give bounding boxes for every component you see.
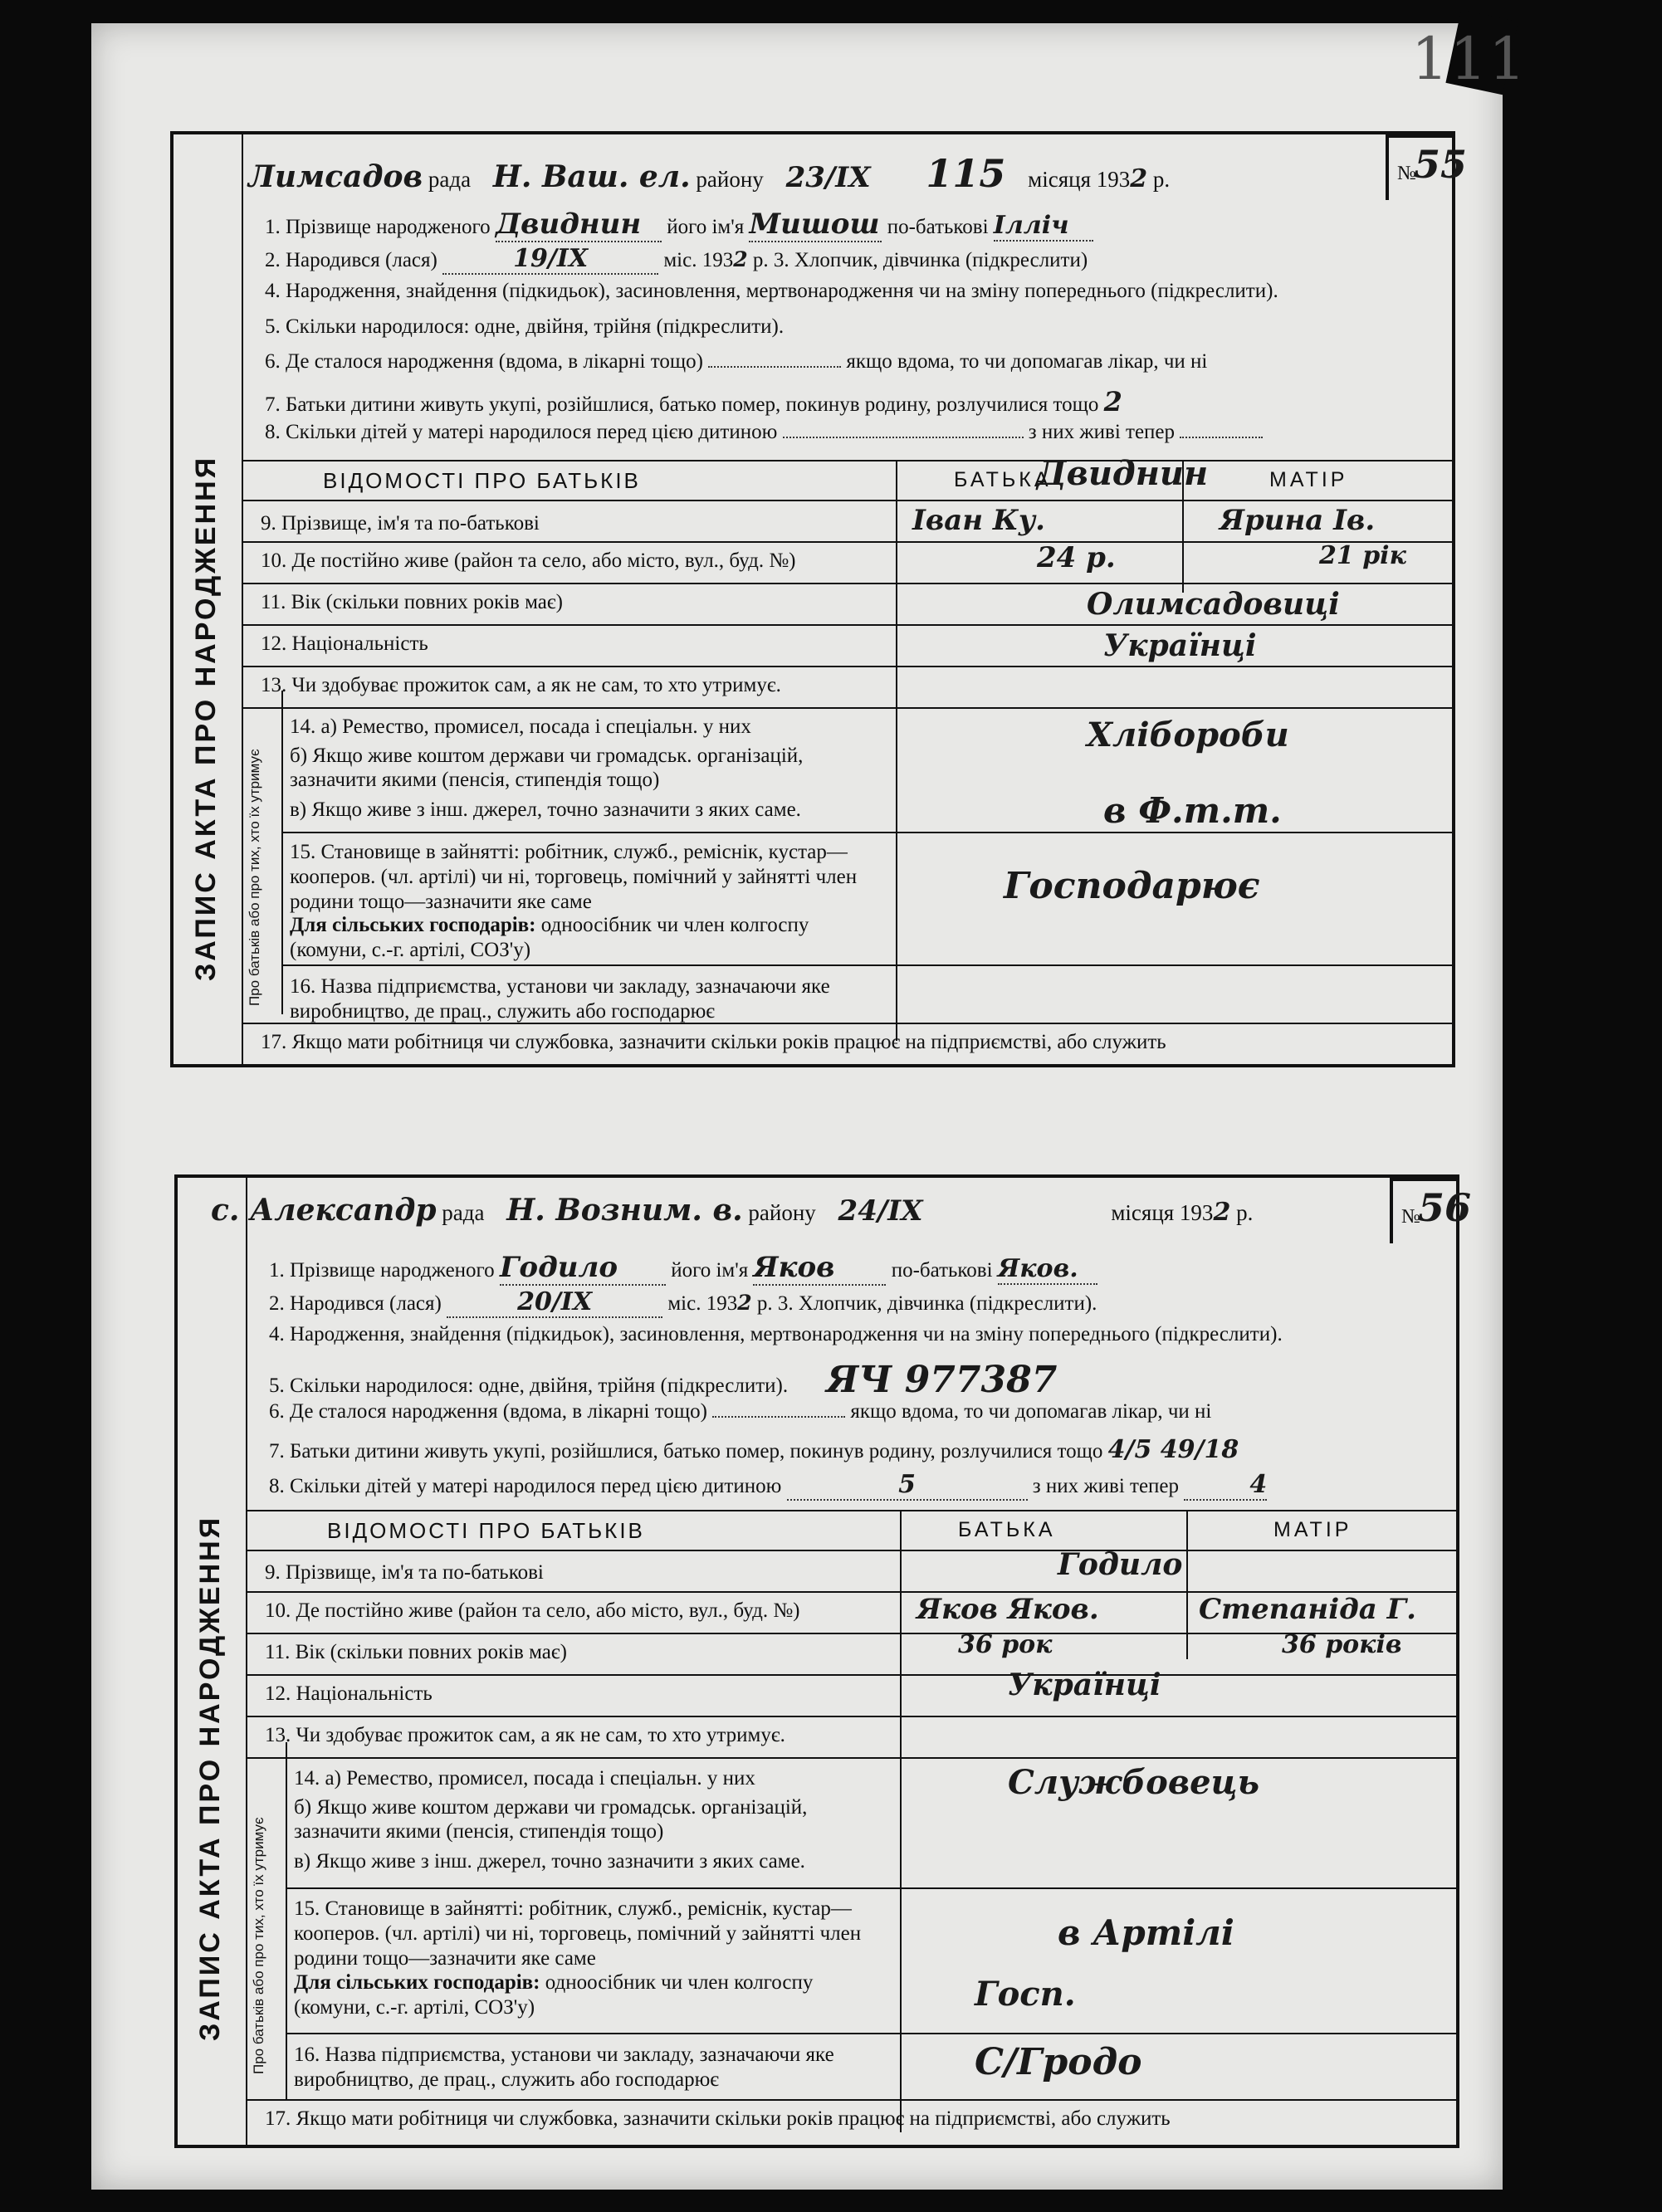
day-handwritten: 24/ІХ xyxy=(838,1194,923,1228)
parents-side-label: Про батьків або про тих, хто їх утримує xyxy=(247,749,262,1006)
parents-surname-handwritten: Двиднин xyxy=(1037,454,1209,493)
employment-handwritten: в Артілі xyxy=(1058,1912,1234,1953)
enterprise-handwritten: С/Гродо xyxy=(975,2041,1142,2083)
record-number-box: № 55 xyxy=(1386,134,1455,200)
year-handwritten: 2 xyxy=(1130,164,1148,193)
year-handwritten: 2 xyxy=(1213,1198,1231,1227)
prior-children-handwritten: 5 xyxy=(787,1470,1028,1501)
record-number-handwritten: 55 xyxy=(1414,142,1468,187)
record-side-label: ЗАПИС АКТА ПРО НАРОДЖЕННЯ xyxy=(194,1515,226,2041)
occupation-handwritten: Службовець xyxy=(1008,1763,1260,1802)
mother-age-handwritten: 36 років xyxy=(1282,1630,1402,1659)
month-label: місяця 193 xyxy=(1111,1200,1214,1225)
child-surname-handwritten: Годило xyxy=(500,1251,666,1286)
stamp-number-handwritten: 115 xyxy=(926,151,1006,196)
record-side-label: ЗАПИС АКТА ПРО НАРОДЖЕННЯ xyxy=(190,455,222,981)
mother-column-header: МАТІР xyxy=(1273,1518,1352,1541)
status-handwritten: 2 xyxy=(1103,386,1122,417)
record-number-handwritten: 56 xyxy=(1418,1185,1472,1230)
parents-side-label: Про батьків або про тих, хто їх утримує xyxy=(251,1817,266,2074)
registration-number-handwritten: ЯЧ 977387 xyxy=(826,1359,1058,1401)
father-name-handwritten: Яков Яков. xyxy=(917,1593,1099,1626)
parents-surname-handwritten: Годило xyxy=(1058,1547,1183,1582)
birth-date-handwritten: 20/ІХ xyxy=(447,1287,662,1318)
child-name-handwritten: Мишош xyxy=(749,208,882,242)
status-handwritten: 4/5 49/18 xyxy=(1107,1435,1239,1464)
birth-record-2: ЗАПИС АКТА ПРО НАРОДЖЕННЯ Про батьків або про тих, хто їх утримує с. Алексапдр рада Н. Возним. в. району 24/ІХ місяця 1932 р. № 56 1. Прізвище народженого Годило його ім'я Яков по-батькові Яков. 2. Народився (лася) 20/ІХ міс. 1932 р. 3. Хлопчик, дівчинка (підкреслити). 4. Народження, знайдення (підкидьок), засиновлення, мертвонародження чи на зміну попереднього (підкреслити). 5. Скільки народилося: одне, двійня, трійня (підкреслити). ЯЧ 977387 6. Де сталося народження (вдома, в лікарні тощо) якщо вдома, то чи допомагав лікар, чи ні 7. Батьки дитини живуть укупі, розійшлися, батько помер, покинув родину, розлучилися тощо 4/5 49/18 8. Скільки дітей у матері народилося перед цією дитиною 5 з них живі тепер 4 ВІДОМОСТІ ПРО БАТЬКІВ БАТЬКА МАТІР 9. Прізвище, ім'я та по-батькові Годило 10. Де постійно живе (район та село, або місто, вул., буд. №) Яков Яков. Степаніда Г. 11. Вік (скільки повних років має) 36 рок 36 років 12. Національність Українці 13. Чи здобуває прожиток сам, а як не сам, то хто утримує. 14. а) Ремество, промисел, посада і спеціальн. у них б) Якщо живе коштом держави чи громадськ. організацій, зазначити якими (пенсія, стипендія тощо) в) Якщо живе з інш. джерел, точно зазначити з яких саме. Службовець 15. Становище в зайнятті: робітник, служб., реміснік, кустар—кооперов. (чл. артілі) чи ні, торговець, помічний у зайнятті член родини тощо—зазначити яке саме Для сільських господарів: одноосібник чи член колгоспу (комуни, с.-г. артілі, СОЗ'у) в Артілі Госп. 16. Назва підприємства, установи чи закладу, зазначаючи яке виробництво, де прац., служить або господарює С/Гродо 17. Якщо мати робітниця чи службовка, зазначити скільки років працює на підприємстві, або служить xyxy=(174,1174,1459,2148)
living-children-handwritten: 4 xyxy=(1184,1470,1267,1501)
mother-name-handwritten: Ярина Ів. xyxy=(1220,504,1376,537)
district-handwritten: Н. Ваш. ел. xyxy=(492,159,691,194)
occupation-handwritten: в Ф.т.т. xyxy=(1103,790,1282,831)
district-handwritten: Н. Возним. в. xyxy=(506,1193,743,1228)
employment-handwritten: Господарює xyxy=(1004,865,1260,907)
mother-column-header: МАТІР xyxy=(1269,468,1348,491)
child-name-handwritten: Яков xyxy=(753,1251,886,1286)
farm-status-handwritten: Госп. xyxy=(975,1975,1076,2014)
child-patronymic-handwritten: Ілліч xyxy=(994,211,1093,242)
nationality-handwritten: Українці xyxy=(1103,628,1257,663)
day-handwritten: 23/ІХ xyxy=(785,161,871,194)
council-handwritten: Лимсадов xyxy=(248,159,423,194)
year-suffix: р. xyxy=(1236,1200,1254,1225)
nationality-handwritten: Українці xyxy=(1008,1668,1161,1702)
year-suffix: р. xyxy=(1152,167,1171,192)
council-label: рада xyxy=(428,167,472,192)
parents-section-header: ВІДОМОСТІ ПРО БАТЬКІВ xyxy=(323,468,641,493)
council-handwritten: с. Алексапдр xyxy=(211,1193,437,1228)
birth-record-1: ЗАПИС АКТА ПРО НАРОДЖЕННЯ Про батьків або про тих, хто їх утримує Лимсадов рада Н. Ваш. ел. району 23/ІХ 115 місяця 1932 р. № 55 1. Прізвище народженого Двиднин його ім'я Мишош по-батькові Ілліч 2. Народився (лася) 19/ІХ міс. 1932 р. 3. Хлопчик, дівчинка (підкреслити) 4. Народження, знайдення (підкидьок), засиновлення, мертвонародження чи на зміну попереднього (підкреслити). 5. Скільки народилося: одне, двійня, трійня (підкреслити). 6. Де сталося народження (вдома, в лікарні тощо) якщо вдома, то чи допомагав лікар, чи ні 7. Батьки дитини живуть укупі, розійшлися, батько помер, покинув родину, розлучилися тощо 2 8. Скільки дітей у матері народилося перед цією дитиною з них живі тепер ВІДОМОСТІ ПРО БАТЬКІВ БАТЬКА МАТІР Двиднин 9. Прізвище, ім'я та по-батькові Іван Ку. Ярина Ів. 10. Де постійно живе (район та село, або місто, вул., буд. №) 24 р. 21 рік 11. Вік (скільки повних років має) Олимсадовиці 12. Національність Українці 13. Чи здобуває прожиток сам, а як не сам, то хто утримує. Хлібороби 14. а) Ремество, промисел, посада і спеціальн. у них б) Якщо живе коштом держави чи громадськ. організацій, зазначити якими (пенсія, стипендія тощо) в) Якщо живе з інш. джерел, точно зазначити з яких саме. в Ф.т.т. 15. Становище в зайнятті: робітник, служб., реміснік, кустар—кооперов. (чл. артілі) чи ні, торговець, помічний у зайнятті член родини тощо—зазначити яке саме Для сільських господарів: одноосібник чи член колгоспу (комуни, с.-г. артілі, СОЗ'у) Господарює 16. Назва підприємства, установи чи закладу, зазначаючи яке виробництво, де прац., служить або господарює 17. Якщо мати робітниця чи службовка, зазначити скільки років працює на підприємстві, або служить xyxy=(170,131,1455,1067)
father-age-handwritten: 24 р. xyxy=(1037,541,1116,574)
child-surname-handwritten: Двиднин xyxy=(496,208,662,242)
district-label: району xyxy=(696,167,764,192)
birth-date-handwritten: 19/ІХ xyxy=(442,244,658,275)
father-column-header: БАТЬКА xyxy=(954,468,1052,491)
mother-name-handwritten: Степаніда Г. xyxy=(1199,1593,1416,1626)
father-age-handwritten: 36 рок xyxy=(958,1630,1053,1659)
council-label: рада xyxy=(442,1200,485,1225)
parents-section-header: ВІДОМОСТІ ПРО БАТЬКІВ xyxy=(327,1518,645,1543)
record-number-box: № 56 xyxy=(1390,1178,1459,1243)
district-label: району xyxy=(748,1200,816,1225)
livelihood-handwritten: Хлібороби xyxy=(1087,715,1289,754)
child-patronymic-handwritten: Яков. xyxy=(998,1254,1097,1285)
mother-age-handwritten: 21 рік xyxy=(1319,541,1406,570)
father-column-header: БАТЬКА xyxy=(958,1518,1056,1541)
folio-number: 111 xyxy=(1411,25,1528,93)
residence-handwritten: Олимсадовиці xyxy=(1087,587,1340,622)
father-name-handwritten: Іван Ку. xyxy=(912,504,1045,537)
month-label: місяця 193 xyxy=(1028,167,1131,192)
